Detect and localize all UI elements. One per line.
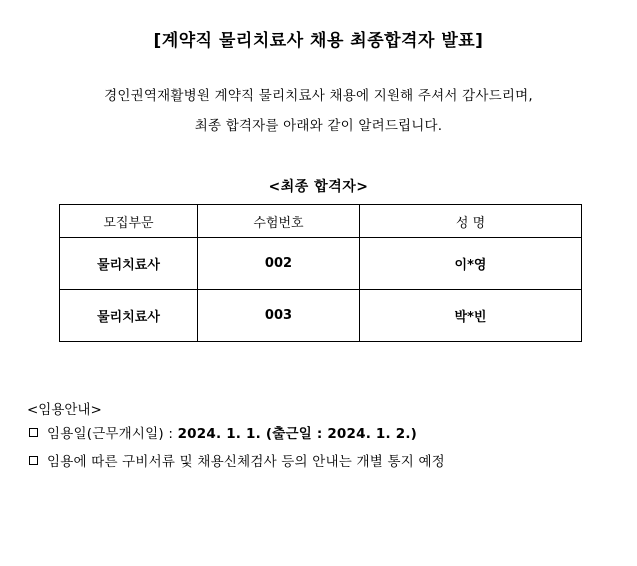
- cell-exam-number: 003: [198, 290, 360, 342]
- square-bullet-icon: [29, 428, 38, 437]
- start-date-label: 임용일(근무개시일) :: [47, 426, 178, 442]
- cell-department: 물리치료사: [60, 238, 198, 290]
- intro-line-1: 경인권역재활병원 계약직 물리치료사 채용에 지원해 주셔서 감사드리며,: [104, 88, 533, 104]
- notice-item-start-date: [27, 420, 445, 448]
- table-row: [60, 290, 582, 342]
- cell-exam-number: 002: [198, 238, 360, 290]
- document-title: [계약직 물리치료사 채용 최종합격자 발표]: [153, 31, 484, 51]
- cell-name: 박*빈: [360, 290, 582, 342]
- table-caption: <최종 합격자>: [268, 179, 369, 195]
- table-row: [60, 238, 582, 290]
- notice-heading: <임용안내>: [27, 402, 102, 418]
- square-bullet-icon: [29, 456, 38, 465]
- intro-line-2: 최종 합격자를 아래와 같이 알려드립니다.: [194, 118, 443, 134]
- header-name: 성 명: [360, 205, 582, 238]
- cell-department: 물리치료사: [60, 290, 198, 342]
- header-exam-number: 수험번호: [198, 205, 360, 238]
- documents-notice-text: 임용에 따른 구비서류 및 채용신체검사 등의 안내는 개별 통지 예정: [47, 454, 445, 470]
- header-department: 모집부문: [60, 205, 198, 238]
- start-date-value: 2024. 1. 1. (출근일 : 2024. 1. 2.): [177, 426, 418, 442]
- notice-list: [27, 420, 445, 476]
- results-table: [59, 204, 582, 342]
- cell-name: 이*영: [360, 238, 582, 290]
- notice-item-documents: [27, 448, 445, 476]
- table-header-row: [60, 205, 582, 238]
